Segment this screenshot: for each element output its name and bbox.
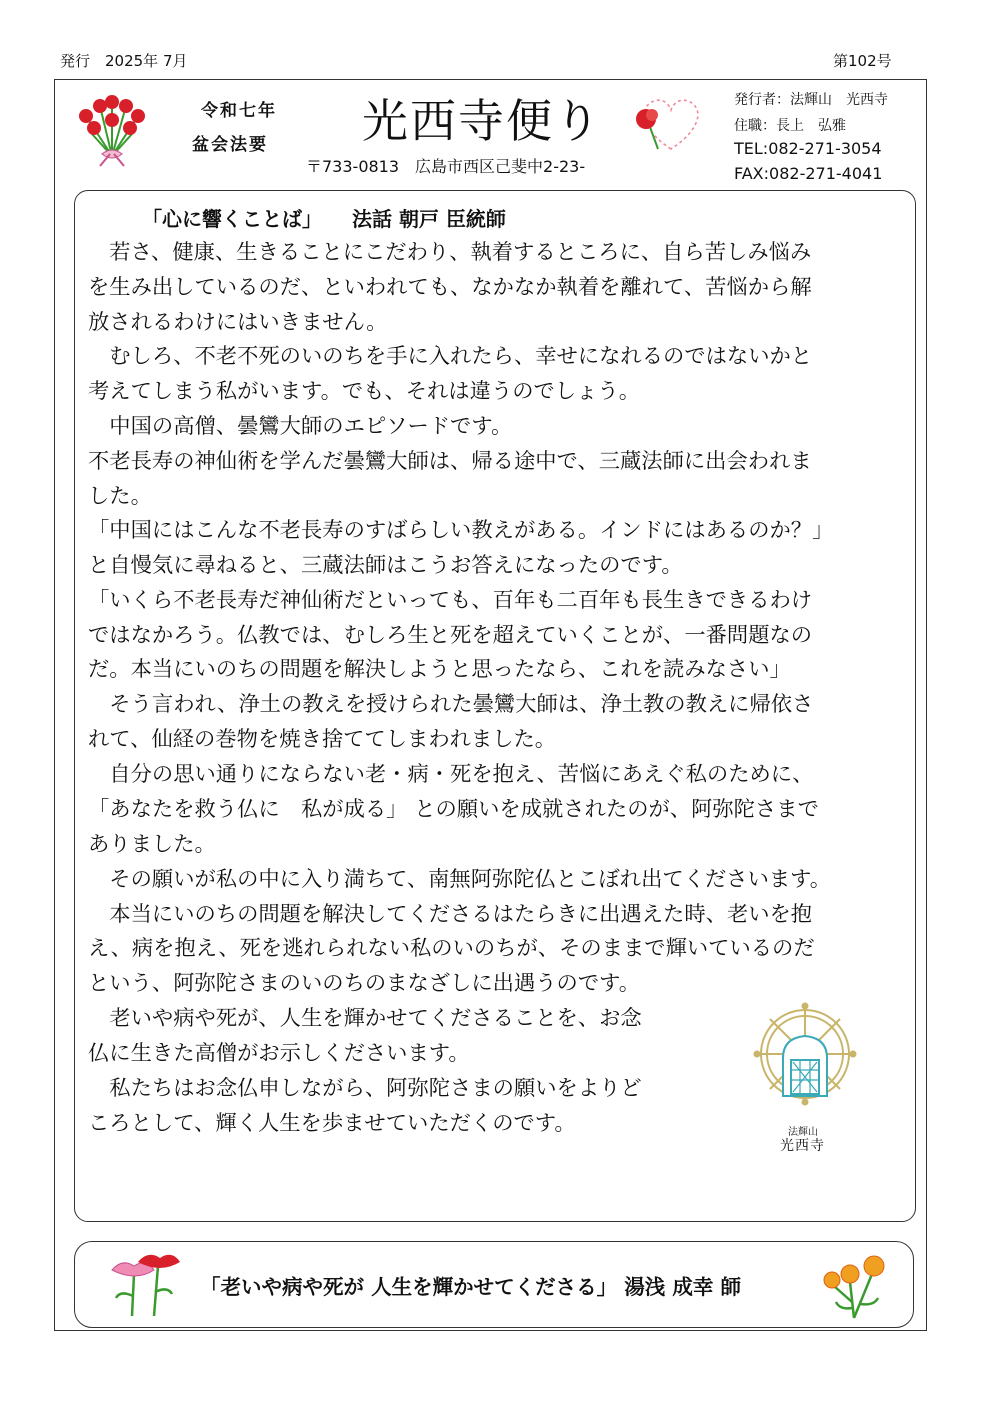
article-line: 自分の思い通りにならない老・病・死を抱え、苦悩にあえぐ私のために、 — [88, 762, 814, 787]
article-line: そう言われ、浄土の教えを授けられた曇鸞大師は、浄土教の教えに帰依さ — [88, 692, 814, 717]
footer-quote: 「老いや病や死が 人生を輝かせてくださる」 湯浅 成幸 師 — [200, 1275, 742, 1299]
event-label: 盆会法要 — [192, 135, 268, 155]
article-line: ころとして、輝く人生を歩ませていただくのです。 — [88, 1111, 576, 1136]
article-line: 本当にいのちの問題を解決してくださるはたらきに出遇えた時、老いを抱 — [88, 902, 813, 927]
article-line: だ。本当にいのちの問題を解決しようと思ったなら、これを読みなさい」 — [88, 657, 791, 682]
article-line: 考えてしまう私がいます。でも、それは違うのでしょう。 — [88, 379, 641, 404]
era-label: 令和七年 — [201, 101, 277, 121]
chief-priest-text: 住職：長上 弘雅 — [734, 118, 846, 134]
issue-date: 発行 2025年 7月 — [60, 52, 188, 70]
publisher-text: 発行者：法輝山 光西寺 — [734, 92, 888, 108]
article-line: 不老長寿の神仙術を学んだ曇鸞大師は、帰る途中で、三蔵法師に出会われま — [88, 449, 812, 474]
article-line: 放されるわけにはいきません。 — [88, 310, 388, 335]
temple-address: 〒733-0813 広島市西区己斐中2-23- — [306, 157, 586, 176]
article-line: という、阿弥陀さまのいのちのまなざしに出遇うのです。 — [88, 971, 641, 996]
carnation-bouquet-icon — [72, 94, 152, 172]
carnation-heart-icon — [630, 93, 712, 159]
article-line: ではなかろう。仏教では、むしろ生と死を超えていくことが、一番問題なの — [88, 623, 813, 648]
fax-text: FAX:082-271-4041 — [734, 164, 883, 183]
article-line: 老いや病や死が、人生を輝かせてくださることを、お念 — [88, 1006, 642, 1031]
article-line: した。 — [88, 484, 152, 509]
article-line: え、病を抱え、死を逃れられない私のいのちが、そのままで輝いているのだ — [88, 936, 815, 961]
issue-number: 第102号 — [833, 52, 892, 70]
article-line: むしろ、不老不死のいのちを手に入れたら、幸せになれるのではないかと — [88, 344, 813, 369]
article-line: 中国の高僧、曇鸞大師のエピソードです。 — [88, 414, 513, 439]
marigold-icon — [820, 1252, 892, 1324]
article-line: 「いくら不老長寿だ神仙術だといっても、百年も二百年も長生きできるわけ — [88, 588, 813, 613]
article-line: 若さ、健康、生きることにこだわり、執着するところに、自ら苦しみ悩み — [88, 240, 812, 265]
article-line: れて、仙経の巻物を焼き捨ててしまわれました。 — [88, 727, 557, 752]
article-line: と自慢気に尋ねると、三蔵法師はこうお答えになったのです。 — [88, 553, 683, 578]
article-line: ありました。 — [88, 832, 216, 857]
carnation-pair-icon — [106, 1252, 182, 1322]
article-line: 「中国にはこんな不老長寿のすばらしい教えがある。インドにはあるのか？」 — [88, 518, 834, 543]
newsletter-title: 光西寺便り — [362, 94, 602, 148]
emblem-temple-name: 光西寺 — [780, 1138, 825, 1154]
emblem-mountain-name: 法輝山 — [788, 1127, 818, 1138]
article-line: を生み出しているのだ、といわれても、なかなか執着を離れて、苦悩から解 — [88, 275, 812, 300]
tel-text: TEL:082-271-3054 — [734, 139, 882, 158]
article-line: 私たちはお念仏申しながら、阿弥陀さまの願いをよりど — [88, 1076, 642, 1101]
article-heading: 「心に響くことば」 法話 朝戸 臣統師 — [142, 207, 506, 231]
dharma-wheel-temple-emblem — [745, 1000, 865, 1128]
article-line: 「あなたを救う仏に 私が成る」 との願いを成就されたのが、阿弥陀さまで — [88, 797, 819, 822]
article-line: 仏に生きた高僧がお示しくださいます。 — [88, 1041, 470, 1066]
article-line: その願いが私の中に入り満ちて、南無阿弥陀仏とこぼれ出てくださいます。 — [88, 867, 832, 892]
